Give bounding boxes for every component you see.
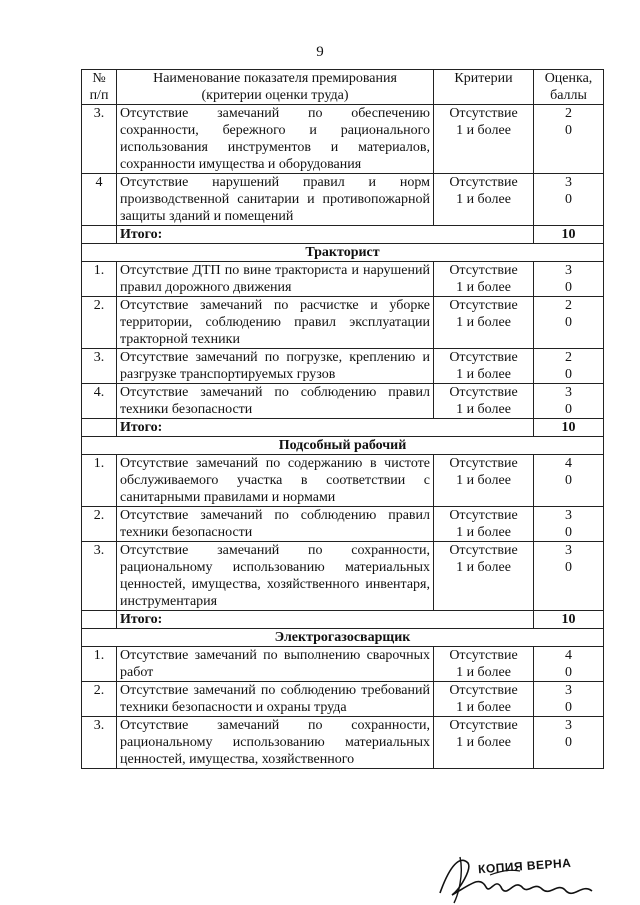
row-criteria: Отсутствие 1 и более bbox=[434, 174, 534, 226]
table-row bbox=[82, 542, 604, 611]
row-indicator-name: Отсутствие замечаний по расчистке и уборке территории, соблюдению правил эксплуатации тракторной техники bbox=[117, 297, 434, 349]
row-number: 1. bbox=[82, 647, 117, 682]
section-title-row bbox=[82, 437, 604, 455]
row-criteria: Отсутствие 1 и более bbox=[434, 455, 534, 507]
header-criteria: Критерии bbox=[434, 70, 534, 105]
table-row bbox=[82, 174, 604, 226]
row-criteria: Отсутствие 1 и более bbox=[434, 542, 534, 611]
table-row bbox=[82, 455, 604, 507]
row-criteria: Отсутствие 1 и более bbox=[434, 105, 534, 174]
row-score: 3 0 bbox=[534, 682, 604, 717]
row-score: 3 0 bbox=[534, 174, 604, 226]
table-row bbox=[82, 717, 604, 769]
signature-stamp bbox=[430, 845, 610, 905]
bonus-criteria-table bbox=[81, 69, 604, 769]
row-criteria: Отсутствие 1 и более bbox=[434, 349, 534, 384]
row-score: 4 0 bbox=[534, 455, 604, 507]
table-row bbox=[82, 262, 604, 297]
table-row bbox=[82, 682, 604, 717]
row-score: 3 0 bbox=[534, 262, 604, 297]
row-number: 2. bbox=[82, 507, 117, 542]
total-value: 10 bbox=[534, 611, 604, 629]
table-header-row bbox=[82, 70, 604, 105]
row-indicator-name: Отсутствие замечаний по обеспечению сохранности, бережного и рационального использования инструментов и материалов, сохранности имущества и оборудования bbox=[117, 105, 434, 174]
section-title: Подсобный рабочий bbox=[82, 437, 604, 455]
row-criteria: Отсутствие 1 и более bbox=[434, 682, 534, 717]
row-number: 4 bbox=[82, 174, 117, 226]
row-score: 2 0 bbox=[534, 349, 604, 384]
row-number: 3. bbox=[82, 542, 117, 611]
row-number: 2. bbox=[82, 682, 117, 717]
row-score: 2 0 bbox=[534, 297, 604, 349]
page-number: 9 bbox=[316, 44, 324, 60]
row-criteria: Отсутствие 1 и более bbox=[434, 262, 534, 297]
header-score: Оценка, баллы bbox=[534, 70, 604, 105]
section-title-row bbox=[82, 244, 604, 262]
row-indicator-name: Отсутствие замечаний по сохранности, рациональному использованию материальных ценностей, имущества, хозяйственного bbox=[117, 717, 434, 769]
row-score: 3 0 bbox=[534, 384, 604, 419]
table-row bbox=[82, 349, 604, 384]
row-indicator-name: Отсутствие замечаний по соблюдению правил техники безопасности bbox=[117, 507, 434, 542]
table-row bbox=[82, 105, 604, 174]
row-number: 2. bbox=[82, 297, 117, 349]
row-number: 1. bbox=[82, 262, 117, 297]
table-row bbox=[82, 507, 604, 542]
table-row bbox=[82, 647, 604, 682]
total-value: 10 bbox=[534, 226, 604, 244]
table-row bbox=[82, 297, 604, 349]
total-empty-cell bbox=[82, 419, 117, 437]
row-number: 3. bbox=[82, 717, 117, 769]
total-empty-cell bbox=[82, 611, 117, 629]
total-row bbox=[82, 419, 604, 437]
row-score: 3 0 bbox=[534, 507, 604, 542]
row-number: 3. bbox=[82, 349, 117, 384]
total-label: Итого: bbox=[117, 611, 534, 629]
section-title-row bbox=[82, 629, 604, 647]
section-title: Тракторист bbox=[82, 244, 604, 262]
row-indicator-name: Отсутствие замечаний по содержанию в чистоте обслуживаемого участка в соответствии с санитарными правилами и нормами bbox=[117, 455, 434, 507]
row-criteria: Отсутствие 1 и более bbox=[434, 647, 534, 682]
row-number: 3. bbox=[82, 105, 117, 174]
row-indicator-name: Отсутствие ДТП по вине тракториста и нарушений правил дорожного движения bbox=[117, 262, 434, 297]
total-label: Итого: bbox=[117, 419, 534, 437]
row-score: 2 0 bbox=[534, 105, 604, 174]
total-row bbox=[82, 226, 604, 244]
row-indicator-name: Отсутствие замечаний по соблюдению требований техники безопасности и охраны труда bbox=[117, 682, 434, 717]
row-score: 3 0 bbox=[534, 717, 604, 769]
row-indicator-name: Отсутствие нарушений правил и норм производственной санитарии и противопожарной защиты зданий и помещений bbox=[117, 174, 434, 226]
row-criteria: Отсутствие 1 и более bbox=[434, 717, 534, 769]
row-number: 1. bbox=[82, 455, 117, 507]
row-indicator-name: Отсутствие замечаний по выполнению сварочных работ bbox=[117, 647, 434, 682]
row-criteria: Отсутствие 1 и более bbox=[434, 297, 534, 349]
row-indicator-name: Отсутствие замечаний по погрузке, креплению и разгрузке транспортируемых грузов bbox=[117, 349, 434, 384]
table-row bbox=[82, 384, 604, 419]
total-row bbox=[82, 611, 604, 629]
row-indicator-name: Отсутствие замечаний по соблюдению правил техники безопасности bbox=[117, 384, 434, 419]
section-title: Электрогазосварщик bbox=[82, 629, 604, 647]
row-criteria: Отсутствие 1 и более bbox=[434, 384, 534, 419]
row-criteria: Отсутствие 1 и более bbox=[434, 507, 534, 542]
header-name: Наименование показателя премирования (критерии оценки труда) bbox=[117, 70, 434, 105]
row-indicator-name: Отсутствие замечаний по сохранности, рациональному использованию материальных ценностей, имущества, хозяйственного инвентаря, инструментария bbox=[117, 542, 434, 611]
stamp-text: КОПИЯ ВЕРНА bbox=[477, 855, 572, 877]
row-number: 4. bbox=[82, 384, 117, 419]
total-value: 10 bbox=[534, 419, 604, 437]
total-empty-cell bbox=[82, 226, 117, 244]
row-score: 4 0 bbox=[534, 647, 604, 682]
row-score: 3 0 bbox=[534, 542, 604, 611]
total-label: Итого: bbox=[117, 226, 534, 244]
header-num: № п/п bbox=[82, 70, 117, 105]
